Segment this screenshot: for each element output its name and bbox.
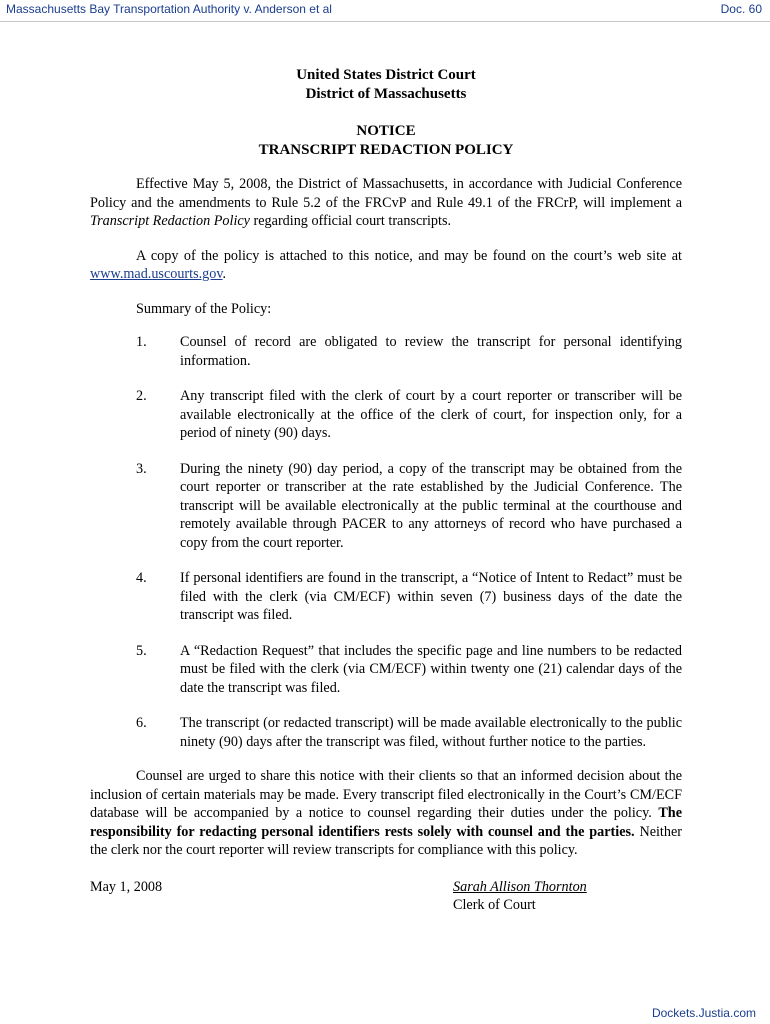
- list-number: 4.: [136, 570, 147, 586]
- copy-paragraph: [90, 247, 682, 284]
- list-item: [90, 333, 682, 370]
- doc-number-link[interactable]: Doc. 60: [720, 2, 762, 16]
- notice-heading: [90, 122, 682, 160]
- list-item: [90, 569, 682, 625]
- intro-paragraph: [90, 175, 682, 231]
- list-text: During the ninety (90) day period, a copy of the transcript may be obtained from the court reporter or transcriber at the rate established by the Judicial Conference. The transcript will be available electronically at the public terminal at the courthouse and remotely available through PACER to any attorneys of record who have purchased a copy from the court reporter.: [180, 460, 682, 551]
- signature-row: [90, 878, 682, 918]
- list-text: Any transcript filed with the clerk of court by a court reporter or transcriber will be available electronically at the office of the clerk of court, for inspection only, for a period of ninety (90) days.: [180, 388, 682, 441]
- closing-text-end: Neither the clerk nor the court reporter will review transcripts for compliance with this policy.: [90, 823, 682, 858]
- closing-bold: The responsibility for redacting personal identifiers rests solely with counsel and the parties.: [90, 805, 682, 840]
- case-title-link[interactable]: Massachusetts Bay Transportation Authority v. Anderson et al: [6, 2, 332, 16]
- closing-text: Counsel are urged to share this notice with their clients so that an informed decision about the inclusion of certain materials may be made. Every transcript filed electronically in the Court’s CM/ECF database will be accompanied by a notice to counsel regarding their duties under the policy.: [90, 768, 682, 821]
- summary-label: Summary of the Policy:: [136, 300, 272, 317]
- top-bar: [0, 0, 770, 22]
- district-name: District of Massachusetts: [305, 86, 467, 102]
- signature-block: [453, 878, 587, 915]
- list-text: A “Redaction Request” that includes the specific page and line numbers to be redacted must be filed with the clerk (via CM/ECF) within twenty one (21) calendar days of the date the transcript was filed.: [180, 642, 682, 696]
- list-item: [90, 460, 682, 553]
- document-date: May 1, 2008: [90, 878, 163, 895]
- list-number: 1.: [136, 334, 147, 350]
- intro-emphasis: Transcript Redaction Policy: [90, 213, 250, 229]
- footer-source-link[interactable]: Dockets.Justia.com: [651, 1006, 756, 1020]
- list-item: [90, 387, 682, 443]
- closing-paragraph: [90, 767, 682, 860]
- court-name: United States District Court: [296, 67, 476, 83]
- court-website-link[interactable]: www.mad.uscourts.gov: [90, 266, 223, 282]
- list-number: 2.: [136, 388, 147, 404]
- intro-text-end: regarding official court transcripts.: [249, 213, 452, 229]
- list-text: Counsel of record are obligated to review the transcript for personal identifying information.: [180, 334, 682, 369]
- copy-text: A copy of the policy is attached to this notice, and may be found on the court’s web site at: [136, 247, 682, 264]
- notice-title: TRANSCRIPT REDACTION POLICY: [258, 142, 514, 158]
- policy-list: [90, 333, 682, 751]
- document-page: [90, 66, 682, 918]
- list-item: [90, 714, 682, 751]
- list-text: If personal identifiers are found in the transcript, a “Notice of Intent to Redact” must be filed with the clerk (via CM/ECF) within seven (7) business days of the date the transcript was filed.: [180, 570, 682, 623]
- intro-text: Effective May 5, 2008, the District of Massachusetts, in accordance with Judicial Conference Policy and the amendments to Rule 5.2 of the FRCvP and Rule 49.1 of the FRCrP, will implement a: [90, 176, 682, 211]
- signature-name: Sarah Allison Thornton: [453, 878, 587, 895]
- list-text: The transcript (or redacted transcript) will be made available electronically to the public ninety (90) days after the transcript was filed, without further notice to the parties.: [180, 715, 682, 750]
- signature-title: Clerk of Court: [453, 897, 536, 913]
- list-number: 6.: [136, 715, 147, 731]
- list-number: 3.: [136, 460, 147, 477]
- copy-text-end: .: [222, 266, 227, 282]
- notice-label: NOTICE: [356, 123, 416, 139]
- list-item: [90, 642, 682, 698]
- list-number: 5.: [136, 642, 147, 659]
- court-heading: [90, 66, 682, 104]
